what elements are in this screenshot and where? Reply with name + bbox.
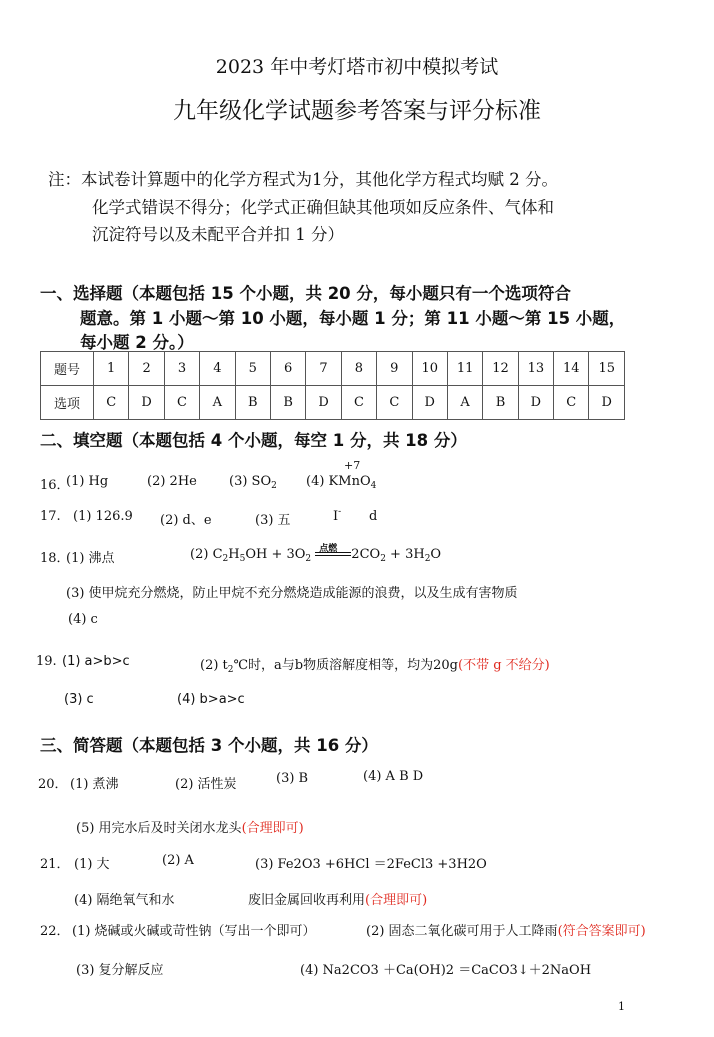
- q19-answer-1: (1) a>b>c: [62, 654, 130, 669]
- q22-answer-3: (3) 复分解反应: [76, 963, 164, 978]
- table-cell: 3: [164, 352, 199, 386]
- q18-number: 18．: [40, 551, 70, 566]
- formula-part: C: [212, 547, 223, 562]
- table-cell: 15: [589, 352, 625, 386]
- q17-number: 17.: [40, 509, 61, 524]
- q17-answer-3: (3) 五: [255, 513, 291, 528]
- q22-answer-4: (4) Na2CO3 ＋Ca(OH)2 ＝CaCO3↓＋2NaOH: [300, 963, 592, 978]
- q16-answer-1: (1) Hg: [66, 474, 109, 489]
- formula-part: O: [430, 547, 442, 562]
- q20-answer-5: [76, 817, 304, 836]
- table-cell: D: [412, 386, 447, 420]
- q21-scoring-note: (合理即可): [365, 893, 428, 908]
- q18-label: (2): [190, 547, 209, 562]
- q18-answer-1: (1) 沸点: [66, 551, 115, 566]
- table-cell: 11: [447, 352, 482, 386]
- table-cell: 14: [554, 352, 589, 386]
- q17-answer-5: d: [369, 509, 378, 524]
- q18-equation: [190, 544, 442, 564]
- table-cell: 6: [270, 352, 305, 386]
- subscript: 4: [370, 481, 377, 491]
- section3-heading: 三、简答题（本题包括 3 个小题，共 16 分）: [40, 736, 378, 755]
- section1-heading: 一、选择题（本题包括 15 个小题，共 20 分，每小题只有一个选项符合: [40, 284, 571, 303]
- subscript: 2: [305, 554, 312, 564]
- q16-answer-3-text: (3) SO: [229, 474, 272, 489]
- table-cell: 7: [306, 352, 341, 386]
- table-cell: A: [200, 386, 235, 420]
- q22-answer-2: [366, 920, 646, 939]
- section1-heading-3: 每小题 2 分。）: [80, 333, 194, 352]
- q21-answer-3: (3) Fe2O3 +6HCl ＝2FeCl3 +3H2O: [255, 857, 487, 872]
- table-cell: D: [518, 386, 553, 420]
- q18-answer-3: (3) 使甲烷充分燃烧，防止甲烷不充分燃烧造成能源的浪费，以及生成有害物质: [66, 586, 518, 601]
- formula-part: + 3H: [385, 547, 425, 562]
- reaction-condition: 点燃: [319, 544, 338, 554]
- table-row-numbers: [41, 352, 625, 386]
- subscript: 2: [227, 665, 234, 675]
- q16-answer-4-text: (4) KMnO: [306, 474, 371, 489]
- table-cell: D: [589, 386, 625, 420]
- table-cell: C: [341, 386, 376, 420]
- page-number: 1: [618, 1000, 625, 1013]
- table-cell: B: [483, 386, 518, 420]
- table-cell: D: [129, 386, 164, 420]
- table-row-answers: [41, 386, 625, 420]
- q16-number: 16．: [40, 478, 70, 493]
- note-line-1: 注：本试卷计算题中的化学方程式为1分，其他化学方程式均赋 2 分。: [48, 170, 558, 189]
- table-cell: 2: [129, 352, 164, 386]
- q17-answer-2: (2) d、e: [160, 513, 212, 528]
- table-cell: B: [235, 386, 270, 420]
- section2-heading: 二、填空题（本题包括 4 个小题，每空 1 分，共 18 分）: [40, 431, 467, 450]
- q20-answer-1: (1) 煮沸: [70, 777, 119, 792]
- table-cell: 1: [94, 352, 129, 386]
- q22-number: 22．: [40, 924, 70, 939]
- q19-answer-2-pre: (2) t: [200, 658, 228, 673]
- formula-part: 2CO: [351, 547, 381, 562]
- table-cell: 5: [235, 352, 270, 386]
- q16-oxidation-state: +7: [344, 459, 361, 472]
- table-cell: D: [306, 386, 341, 420]
- q19-answer-3: (3) c: [64, 692, 94, 707]
- table-cell: A: [447, 386, 482, 420]
- q20-scoring-note: (合理即可): [241, 821, 304, 836]
- answer-key-title: 九年级化学试题参考答案与评分标准: [173, 98, 541, 124]
- subscript: 2: [380, 554, 386, 564]
- q22-scoring-note: (符合答案即可): [557, 924, 646, 939]
- q20-answer-2: (2) 活性炭: [175, 777, 237, 792]
- subscript: 5: [239, 554, 246, 564]
- q21-answer-5: [248, 889, 427, 908]
- note-line-3: 沉淀符号以及未配平合并扣 1 分）: [92, 225, 344, 244]
- q20-answer-4: (4) A B D: [363, 769, 424, 784]
- table-cell: 9: [377, 352, 412, 386]
- q20-answer-5-text: (5) 用完水后及时关闭水龙头: [76, 821, 242, 836]
- table-header-number: 题号: [41, 352, 94, 386]
- q19-answer-4: (4) b>a>c: [177, 692, 245, 707]
- formula-part: H: [228, 547, 240, 562]
- q16-answer-4: [306, 474, 376, 489]
- table-cell: 12: [483, 352, 518, 386]
- q19-answer-2-text: ℃时，a与b物质溶解度相等，均为20g: [233, 658, 458, 673]
- q20-answer-3: (3) B: [276, 771, 309, 786]
- q17-answer-4-text: I: [333, 509, 339, 524]
- q19-number: 19.: [36, 654, 57, 669]
- subscript: 2: [424, 554, 431, 564]
- q16-answer-3: [229, 474, 277, 489]
- table-cell: 8: [341, 352, 376, 386]
- table-cell: 13: [518, 352, 553, 386]
- subscript: 2: [222, 554, 229, 564]
- q17-answer-4: [333, 509, 341, 524]
- superscript: -: [338, 507, 342, 517]
- formula-part: OH + 3O: [245, 547, 306, 562]
- table-cell: B: [270, 386, 305, 420]
- table-cell: C: [164, 386, 199, 420]
- q21-answer-1: (1) 大: [74, 857, 110, 872]
- q16-answer-2: (2) 2He: [147, 474, 197, 489]
- q19-scoring-note: (不带 g 不给分): [458, 658, 550, 673]
- table-cell: 4: [200, 352, 235, 386]
- table-cell: C: [377, 386, 412, 420]
- note-line-2: 化学式错误不得分；化学式正确但缺其他项如反应条件、气体和: [92, 198, 554, 217]
- q21-answer-4: (4) 隔绝氧气和水: [74, 893, 175, 908]
- q22-answer-2-text: (2) 固态二氧化碳可用于人工降雨: [366, 924, 558, 939]
- q19-answer-2: [200, 654, 550, 673]
- table-cell: C: [94, 386, 129, 420]
- q20-number: 20．: [38, 777, 68, 792]
- q21-answer-2: (2) A: [162, 853, 194, 868]
- q22-answer-1: (1) 烧碱或火碱或苛性钠（写出一个即可）: [72, 924, 316, 939]
- table-header-answer: 选项: [41, 386, 94, 420]
- q21-number: 21．: [40, 857, 70, 872]
- q21-answer-5-text: 废旧金属回收再利用: [248, 893, 366, 908]
- answer-table: [40, 351, 625, 420]
- exam-title: 2023 年中考灯塔市初中模拟考试: [215, 56, 499, 78]
- section1-heading-2: 题意。第 1 小题～第 10 小题，每小题 1 分；第 11 小题～第 15 小题，: [80, 309, 626, 328]
- subscript: 2: [271, 481, 277, 491]
- q18-answer-4: (4) c: [68, 612, 98, 627]
- table-cell: 10: [412, 352, 447, 386]
- reaction-arrow: [315, 544, 351, 562]
- q17-answer-1: (1) 126.9: [73, 509, 133, 524]
- table-cell: C: [554, 386, 589, 420]
